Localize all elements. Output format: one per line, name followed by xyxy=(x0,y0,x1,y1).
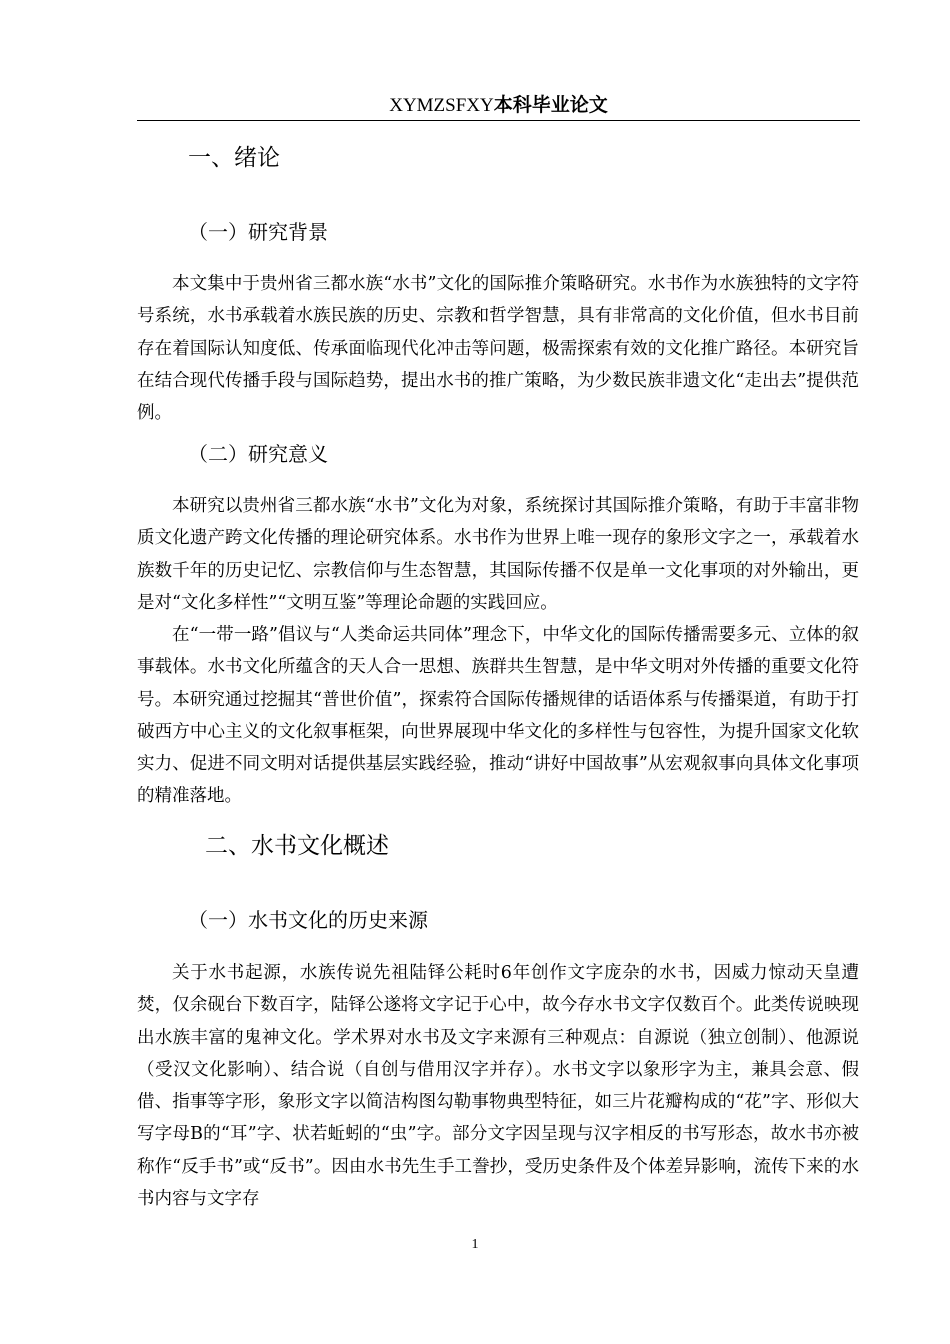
subsection-heading-background: （一）研究背景 xyxy=(188,220,328,244)
header-code: XYMZSFXY xyxy=(389,95,494,116)
section-heading-introduction: 一、绪论 xyxy=(188,145,280,171)
subsection-heading-history: （一）水书文化的历史来源 xyxy=(188,908,428,932)
header-rule xyxy=(137,120,860,121)
paragraph-background: 本文集中于贵州省三都水族“水书”文化的国际推介策略研究。水书作为水族独特的文字符号系统，水书承载着水族民族的历史、宗教和哲学智慧，具有非常高的文化价值，但水书目前存在着国际认知度低、传承面临现代化冲击等问题，极需探索有效的文化推广路径。本研究旨在结合现代传播手段与国际趋势，提出水书的推广策略，为少数民族非遗文化“走出去”提供范例。 xyxy=(137,274,859,424)
section-heading-shuishu-overview: 二、水书文化概述 xyxy=(205,833,389,859)
paragraph-significance-1: 本研究以贵州省三都水族“水书”文化为对象，系统探讨其国际推介策略，有助于丰富非物质文化遗产跨文化传播的理论研究体系。水书作为世界上唯一现存的象形文字之一，承载着水族数千年的历史记忆、宗教信仰与生态智慧，其国际传播不仅是单一文化事项的对外输出，更是对“文化多样性”“文明互鉴”等理论命题的实践回应。 xyxy=(137,496,859,613)
paragraph-history: 关于水书起源，水族传说先祖陆铎公耗时6年创作文字庞杂的水书，因威力惊动天皇遭焚，仅余砚台下数百字，陆铎公遂将文字记于心中，故今存水书文字仅数百个。此类传说映现出水族丰富的鬼神文化。学术界对水书及文字来源有三种观点：自源说（独立创制）、他源说（受汉文化影响）、结合说（自创与借用汉字并存）。水书文字以象形字为主，兼具会意、假借、指事等字形，象形文字以简洁构图勾勒事物典型特征，如三片花瓣构成的“花”字、形似大写字母B的“耳”字、状若蚯蚓的“虫”字。部分文字因呈现与汉字相反的书写形态，故水书亦被称作“反手书”或“反书”。因由水书先生手工誊抄，受历史条件及个体差异影响，流传下来的水书内容与文字存 xyxy=(137,963,859,1210)
paragraph-significance-2: 在“一带一路”倡议与“人类命运共同体”理念下，中华文化的国际传播需要多元、立体的叙事载体。水书文化所蕴含的天人合一思想、族群共生智慧，是中华文明对外传播的重要文化符号。本研究通过挖掘其“普世价值”，探索符合国际传播规律的话语体系与传播渠道，有助于打破西方中心主义的文化叙事框架，向世界展现中华文化的多样性与包容性，为提升国家文化软实力、促进不同文明对话提供基层实践经验，推动“讲好中国故事”从宏观叙事向具体文化事项的精准落地。 xyxy=(137,625,859,807)
header-title: 本科毕业论文 xyxy=(493,94,608,116)
page-number: 1 xyxy=(471,1237,479,1252)
subsection-heading-significance: （二）研究意义 xyxy=(188,442,328,466)
page-header xyxy=(137,92,860,119)
